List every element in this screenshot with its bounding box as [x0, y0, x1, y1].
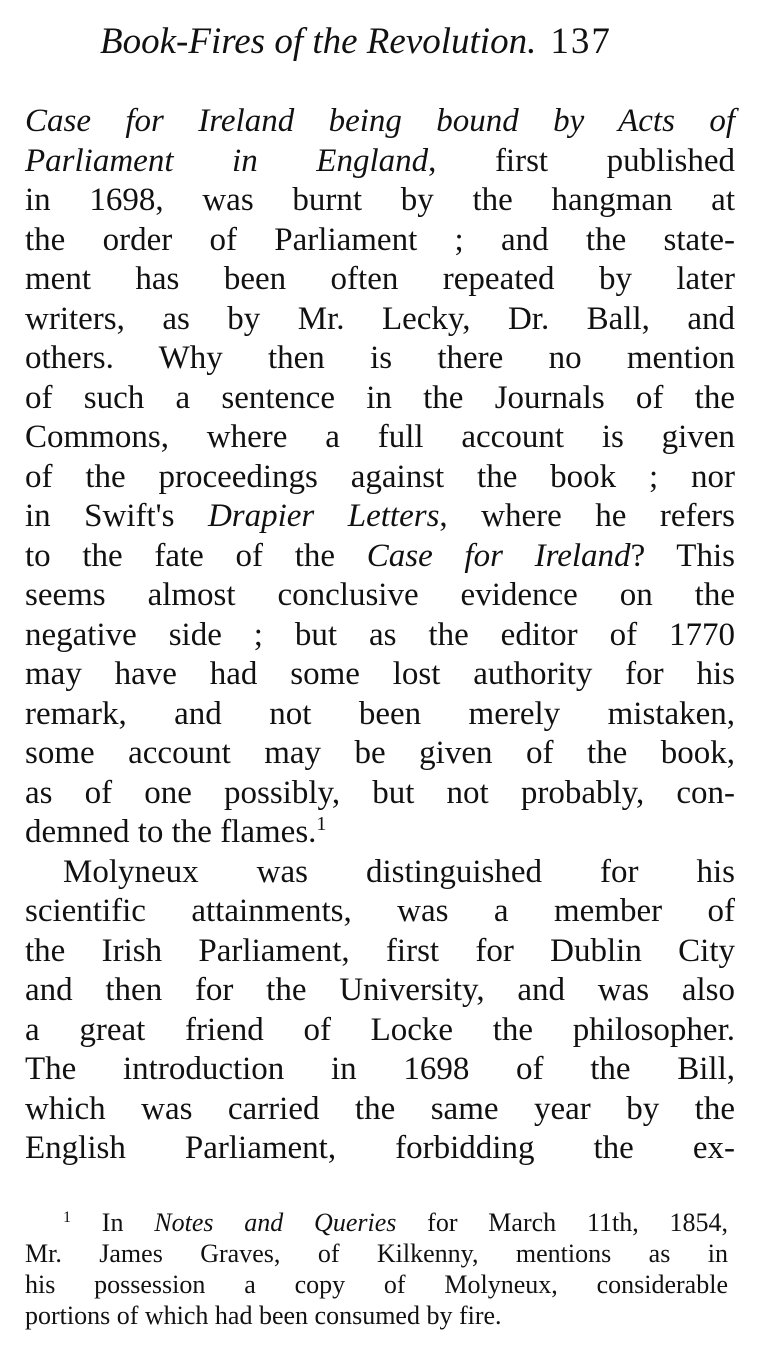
text-run: In — [71, 1208, 155, 1237]
body-line — [25, 932, 735, 972]
text-run: demned to the flames. — [25, 814, 317, 850]
body-line — [25, 142, 735, 182]
text-run: for March 11th, 1854, — [396, 1208, 728, 1237]
text-run: a great friend of Locke the philosopher. — [25, 1011, 735, 1048]
text-run: The introduction in 1698 of the Bill, — [25, 1051, 735, 1087]
footnote-line — [25, 1269, 728, 1300]
text-run: some account may be given of the book, — [25, 735, 735, 771]
footnote-marker: 1 — [63, 1209, 71, 1226]
text-run: , first published — [428, 142, 735, 179]
body-line — [25, 102, 735, 142]
text-run: to the fate of the — [25, 537, 367, 574]
text-run: the Irish Parliament, first for Dublin City — [25, 932, 735, 969]
body-line — [25, 892, 735, 932]
footnote-line — [25, 1238, 728, 1269]
body-line — [25, 339, 735, 379]
italic-text: Case for Ireland — [366, 537, 631, 574]
body-line — [25, 181, 735, 221]
text-run: in 1698, was burnt by the hangman at — [25, 182, 735, 218]
text-run: writers, as by Mr. Lecky, Dr. Ball, and — [25, 300, 735, 337]
text-run: which was carried the same year by the — [25, 1090, 735, 1127]
body-line — [25, 734, 735, 774]
running-head-title: Book-Fires of the Revolution. — [100, 21, 537, 62]
text-run: of such a sentence in the Journals of the — [25, 379, 735, 416]
text-run: negative side ; but as the editor of 1770 — [25, 616, 735, 653]
footnote-reference[interactable]: 1 — [316, 813, 327, 835]
text-run: ? This — [630, 537, 735, 574]
text-run: English Parliament, forbidding the ex- — [25, 1130, 735, 1166]
text-run: Molyneux was distinguished for his — [63, 853, 735, 890]
body-line — [25, 695, 735, 735]
text-run: ment has been often repeated by later — [25, 261, 735, 297]
text-run: his possession a copy of Molyneux, considerable — [25, 1270, 728, 1299]
italic-text: Notes and Queries — [154, 1208, 397, 1237]
body-line — [25, 458, 735, 498]
body-line — [25, 260, 735, 300]
text-run: in Swift's — [25, 498, 208, 534]
body-line — [25, 537, 735, 577]
body-line — [25, 655, 735, 695]
italic-text: Parliament in England — [25, 142, 429, 179]
body-line — [25, 1011, 735, 1051]
italic-text: Case for Ireland being bound by Acts of — [25, 103, 735, 139]
text-run: seems almost conclusive evidence on the — [25, 577, 735, 613]
body-line — [25, 497, 735, 537]
text-run: , where he refers — [439, 498, 735, 534]
body-line — [25, 300, 735, 340]
body-line — [25, 1129, 735, 1169]
text-run: Commons, where a full account is given — [25, 419, 735, 455]
body-line — [25, 221, 735, 261]
body-line — [25, 418, 735, 458]
text-run: may have had some lost authority for his — [25, 656, 735, 692]
body-text — [25, 102, 735, 1169]
body-line — [25, 576, 735, 616]
body-line — [25, 813, 735, 853]
text-run: the order of Parliament ; and the state- — [25, 221, 735, 258]
body-line — [25, 774, 735, 814]
footnote-line — [25, 1207, 728, 1238]
text-run: scientific attainments, was a member of — [25, 893, 735, 929]
body-line — [25, 971, 735, 1011]
italic-text: Drapier Letters — [207, 498, 440, 534]
body-line — [25, 616, 735, 656]
body-line — [25, 1050, 735, 1090]
body-line — [25, 379, 735, 419]
text-run: remark, and not been merely mistaken, — [25, 695, 735, 732]
text-run: as of one possibly, but not probably, con- — [25, 774, 735, 811]
footnote-line — [25, 1300, 728, 1331]
body-line — [25, 853, 735, 893]
body-line — [25, 1090, 735, 1130]
page-number: 137 — [550, 21, 612, 62]
text-run: others. Why then is there no mention — [25, 340, 735, 376]
running-head — [100, 18, 736, 66]
text-run: of the proceedings against the book ; nor — [25, 458, 735, 495]
footnotes — [25, 1207, 728, 1331]
text-run: and then for the University, and was also — [25, 972, 735, 1008]
text-run: Mr. James Graves, of Kilkenny, mentions as in — [25, 1239, 728, 1268]
text-run: portions of which had been consumed by fire. — [25, 1301, 502, 1330]
